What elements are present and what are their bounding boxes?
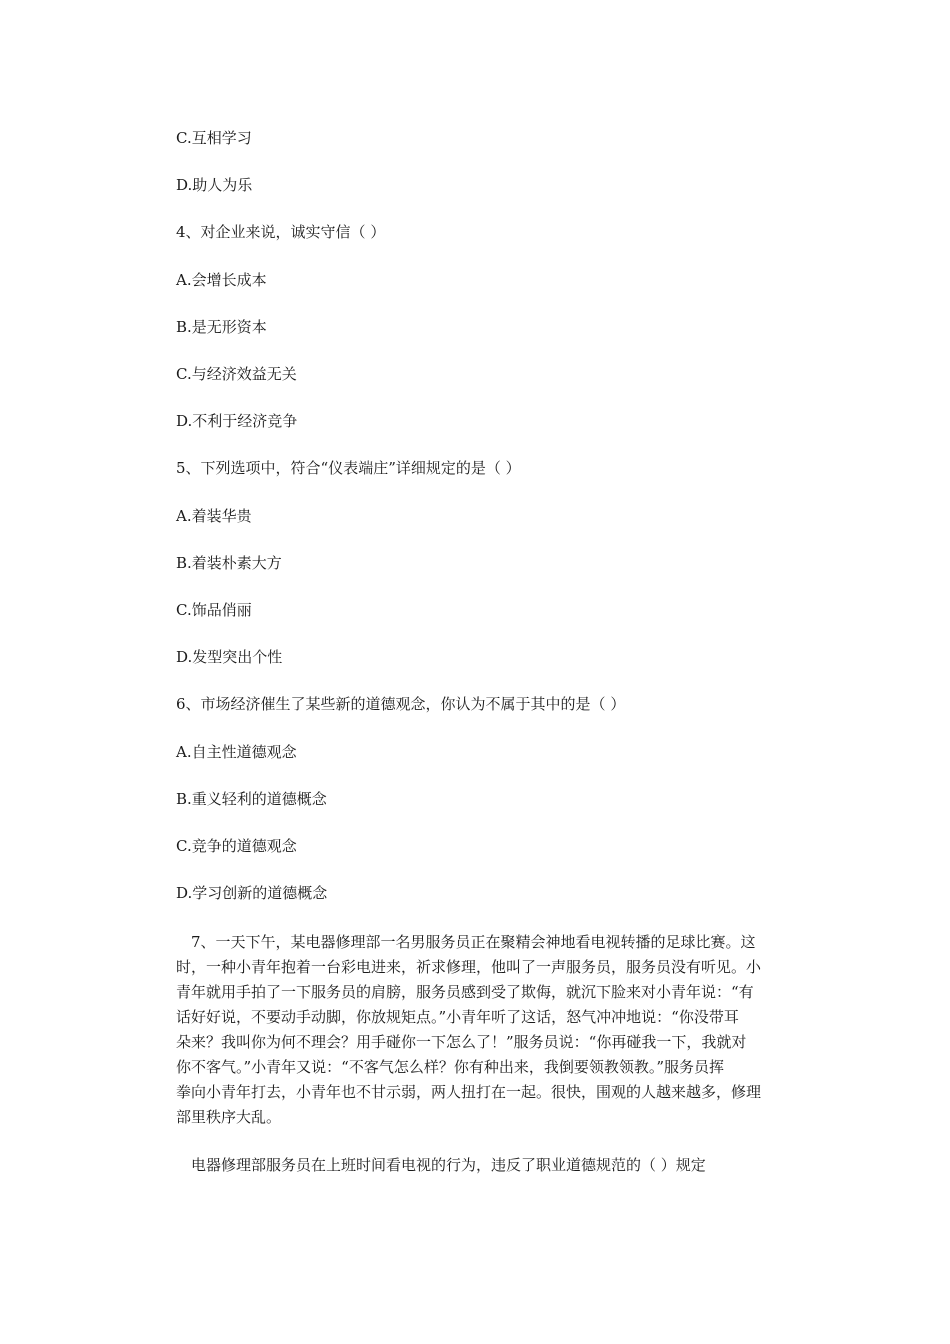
- question-7-line-2: 时，一种小青年抱着一台彩电进来，祈求修理，他叫了一声服务员，服务员没有听见。小: [176, 958, 762, 976]
- question-7-line-6: 你不客气。”小青年又说：“不客气怎么样？你有种出来，我倒要领教领教。”服务员挥: [176, 1058, 725, 1076]
- option-3d: D.助人为乐: [176, 176, 253, 194]
- option-5a: A.着装华贵: [176, 507, 252, 525]
- question-7-line-4: 话好好说，不要动手动脚，你放规矩点。”小青年听了这话，怒气冲冲地说：“你没带耳: [176, 1008, 739, 1026]
- option-6c: C.竞争的道德观念: [176, 837, 297, 855]
- option-5b: B.着装朴素大方: [176, 554, 282, 572]
- option-5d: D.发型突出个性: [176, 648, 283, 666]
- option-6d: D.学习创新的道德概念: [176, 884, 328, 902]
- question-6: 6、市场经济催生了某些新的道德观念，你认为不属于其中的是（ ）: [176, 695, 626, 713]
- option-6a: A.自主性道德观念: [176, 743, 297, 761]
- option-4d: D.不利于经济竞争: [176, 412, 298, 430]
- option-6b: B.重义轻利的道德概念: [176, 790, 327, 808]
- question-7-line-8: 部里秩序大乱。: [176, 1108, 282, 1126]
- question-5: 5、下列选项中，符合“仪表端庄”详细规定的是（ ）: [176, 459, 521, 477]
- question-7-line-1: 7、一天下午，某电器修理部一名男服务员正在聚精会神地看电视转播的足球比赛。这: [176, 933, 756, 951]
- option-5c: C.饰品俏丽: [176, 601, 252, 619]
- option-4c: C.与经济效益无关: [176, 365, 297, 383]
- question-7-line-3: 青年就用手拍了一下服务员的肩膀，服务员感到受了欺侮，就沉下脸来对小青年说：“有: [176, 983, 754, 1001]
- option-4b: B.是无形资本: [176, 318, 267, 336]
- option-3c: C.互相学习: [176, 129, 252, 147]
- option-4a: A.会增长成本: [176, 271, 267, 289]
- question-7-prompt: 电器修理部服务员在上班时间看电视的行为，违反了职业道德规范的（ ）规定: [176, 1156, 706, 1174]
- question-7-line-5: 朵来？我叫你为何不理会？用手碰你一下怎么了！”服务员说：“你再碰我一下，我就对: [176, 1033, 747, 1051]
- question-4: 4、对企业来说，诚实守信（ ）: [176, 223, 386, 241]
- question-7-line-7: 拳向小青年打去，小青年也不甘示弱，两人扭打在一起。很快，围观的人越来越多，修理: [176, 1083, 762, 1101]
